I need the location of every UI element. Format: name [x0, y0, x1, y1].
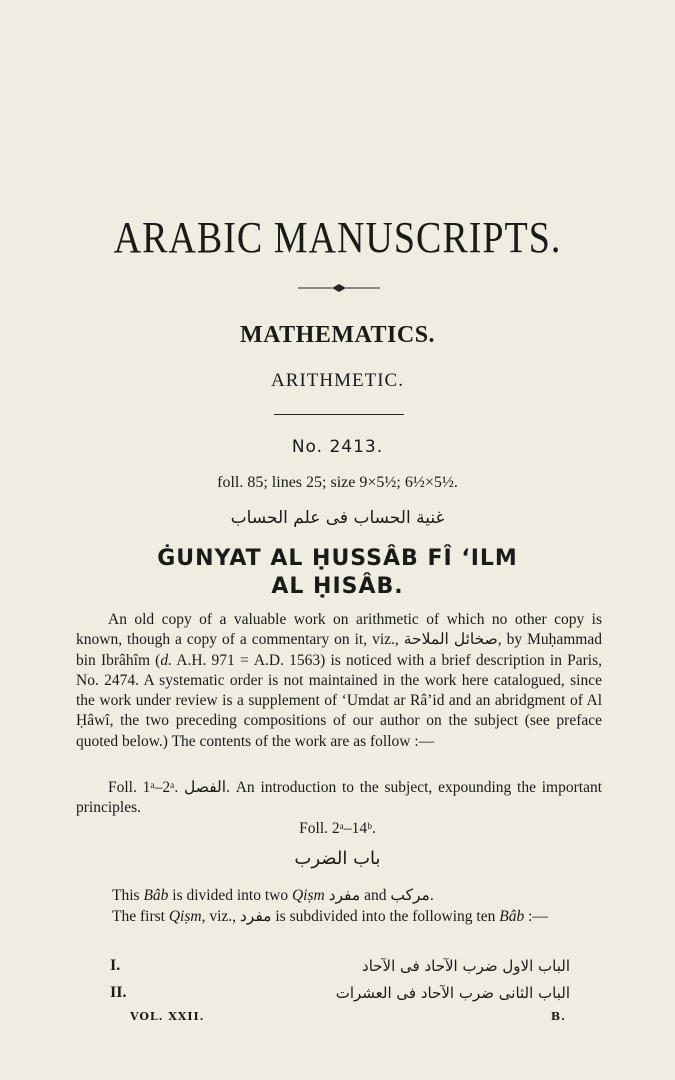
arabic-inline: الفصل: [184, 779, 227, 796]
text-span: 1563) is noticed with a brief description in Paris, No. 2474. A systematic order is not maintained in the work here catalogued, since the work under review is a supplement of ‘Umdat ar Râ’id and an abridgment of Al Ḥâwî, the two preceding compositions of our author on the subject (see preface quoted below.) The contents of the work are as follow :—: [76, 651, 602, 750]
chapter-number: II.: [110, 984, 127, 1001]
gathering-signature: B.: [550, 1010, 566, 1023]
italic-span: Bâb: [143, 887, 169, 904]
italic-span: d.: [160, 651, 172, 669]
italic-span: Qiṣm: [168, 908, 202, 925]
page-title: ARABIC MANUSCRIPTS.: [113, 213, 562, 263]
arabic-inline: مفرد: [328, 887, 361, 904]
arabic-inline: مفرد: [239, 908, 272, 925]
arabic-inline: مركب: [390, 887, 430, 904]
text-span: 971 =: [206, 651, 254, 669]
contents-paragraph: [76, 778, 602, 819]
subdivision-paragraph: [76, 907, 602, 927]
horizontal-rule: [274, 414, 404, 415]
folio-line: Foll. 2ᵃ–14ᵇ.: [299, 820, 376, 837]
entry-number: No. 2413.: [291, 437, 384, 457]
text-span: :—: [524, 908, 548, 925]
chapter-arabic: الباب الثانى ضرب الآحاد فى العشرات: [335, 984, 570, 1002]
arabic-inline: صخائل الملاحة: [403, 631, 498, 649]
text-span: is subdivided into the following ten: [271, 908, 500, 925]
text-span: Foll. 1ᵃ–2ᵃ.: [108, 779, 185, 796]
text-span: , by Muḥammad bin Ibrâhîm (: [76, 631, 602, 669]
collation-line: foll. 85; lines 25; size 9×5½; 6½×5½.: [217, 474, 458, 491]
text-span: , viz.,: [201, 908, 240, 925]
text-span: .: [429, 887, 434, 904]
description-paragraph: [76, 610, 602, 752]
transliterated-title: [0, 545, 675, 601]
text-span: An old copy of a valuable work on arithmetic of which no other copy is known, though a copy of a commentary on it, viz.,: [76, 611, 602, 649]
section-heading: MATHEMATICS.: [239, 322, 436, 348]
era-abbrev: A.D.: [253, 651, 284, 669]
era-abbrev: A.H.: [171, 651, 207, 669]
text-span: . An introduction to the subject, expounding the important principles.: [76, 779, 602, 817]
volume-signature: VOL. XXII.: [130, 1010, 205, 1023]
text-span: This: [112, 887, 144, 904]
arabic-title: غنية الحساب فى علم الحساب: [230, 508, 445, 528]
chapter-number: I.: [110, 957, 121, 974]
title-line-1: ĠUNYAT AL ḤUSSÂB FÎ ‘ILM: [157, 546, 518, 571]
italic-span: Qiṣm: [291, 887, 325, 904]
chapter-arabic: الباب الاول ضرب الآحاد فى الآحاد: [362, 957, 570, 975]
title-line-2: AL ḤISÂB.: [271, 574, 404, 599]
ornament-divider: [298, 282, 380, 294]
italic-span: Bâb: [499, 908, 525, 925]
text-span: The first: [112, 908, 169, 925]
text-span: is divided into two: [168, 887, 292, 904]
subsection-heading: ARITHMETIC.: [271, 370, 404, 391]
bab-heading: باب الضرب: [294, 848, 381, 869]
division-paragraph: [76, 886, 602, 906]
text-span: and: [360, 887, 391, 904]
